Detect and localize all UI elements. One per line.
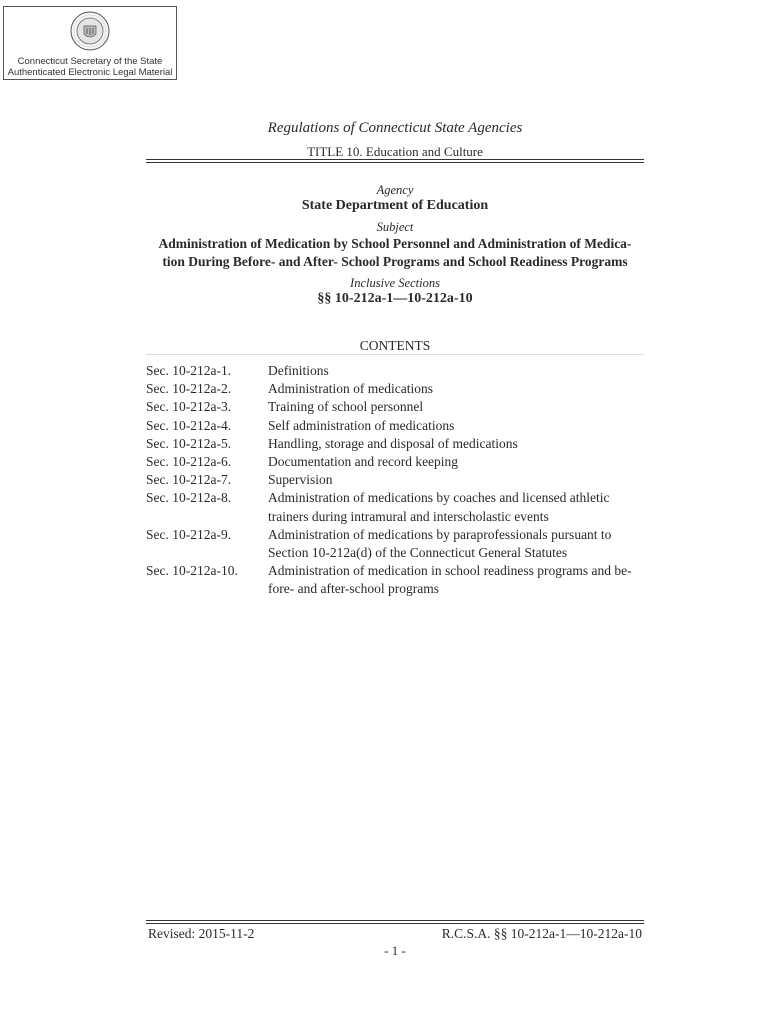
- table-of-contents: [146, 362, 646, 599]
- toc-section-number: Sec. 10-212a-9.: [146, 526, 232, 542]
- toc-section-title: Administration of medication in school readiness programs and be-: [268, 563, 632, 579]
- toc-row[interactable]: [146, 398, 646, 416]
- revised-date: Revised: 2015-11-2: [148, 926, 255, 941]
- contents-heading: CONTENTS: [359, 338, 431, 353]
- seal-line-1: Connecticut Secretary of the State: [17, 56, 163, 67]
- toc-section-title-continued: fore- and after-school programs: [268, 581, 440, 597]
- toc-row[interactable]: [146, 489, 646, 525]
- toc-section-title: Handling, storage and disposal of medications: [268, 435, 518, 451]
- toc-section-title-continued: trainers during intramural and interscholastic events: [268, 508, 549, 524]
- toc-section-title: Administration of medications by coaches and licensed athletic: [268, 490, 610, 506]
- toc-section-title: Supervision: [268, 472, 333, 488]
- document-title: Regulations of Connecticut State Agencies: [267, 120, 523, 136]
- toc-row[interactable]: [146, 362, 646, 380]
- header-rule-bottom: [146, 162, 644, 163]
- inclusive-sections-label: Inclusive Sections: [350, 276, 440, 290]
- toc-row[interactable]: [146, 453, 646, 471]
- toc-section-number: Sec. 10-212a-3.: [146, 399, 232, 415]
- toc-section-title-continued: Section 10-212a(d) of the Connecticut General Statutes: [268, 545, 568, 561]
- seal-line-2: Authenticated Electronic Legal Material: [7, 67, 173, 78]
- header-rule-top: [146, 159, 644, 160]
- toc-section-number: Sec. 10-212a-6.: [146, 454, 232, 470]
- toc-row[interactable]: [146, 417, 646, 435]
- page-number: - 1 -: [384, 943, 406, 958]
- contents-rule: [146, 354, 644, 355]
- toc-section-title: Administration of medications by paraprofessionals pursuant to: [268, 526, 612, 542]
- toc-row[interactable]: [146, 435, 646, 453]
- inclusive-sections-value: §§ 10-212a-1—10-212a-10: [317, 291, 473, 306]
- subject-line-1: Administration of Medication by School Personnel and Administration of Medica-: [158, 236, 632, 251]
- toc-section-number: Sec. 10-212a-4.: [146, 417, 232, 433]
- authentication-seal-box: [3, 6, 177, 80]
- toc-section-title: Documentation and record keeping: [268, 454, 459, 470]
- footer-rule-bottom: [146, 923, 644, 924]
- toc-row[interactable]: [146, 380, 646, 398]
- citation: R.C.S.A. §§ 10-212a-1—10-212a-10: [441, 926, 642, 941]
- toc-section-number: Sec. 10-212a-8.: [146, 490, 232, 506]
- toc-row[interactable]: [146, 562, 646, 598]
- subject-label: Subject: [376, 220, 414, 234]
- state-seal-icon: [70, 11, 110, 51]
- agency-name: State Department of Education: [301, 198, 489, 213]
- toc-row[interactable]: [146, 471, 646, 489]
- toc-section-title: Definitions: [268, 363, 329, 378]
- toc-section-number: Sec. 10-212a-7.: [146, 472, 232, 488]
- toc-section-number: Sec. 10-212a-1.: [146, 363, 232, 378]
- toc-section-title: Training of school personnel: [268, 399, 424, 415]
- subject-line-2: tion During Before- and After- School Programs and School Readiness Programs: [162, 254, 628, 269]
- toc-section-number: Sec. 10-212a-2.: [146, 381, 232, 397]
- title-subheading: TITLE 10. Education and Culture: [307, 144, 483, 159]
- toc-row[interactable]: [146, 526, 646, 562]
- toc-section-title: Administration of medications: [268, 381, 433, 397]
- toc-section-number: Sec. 10-212a-10.: [146, 563, 238, 579]
- toc-section-number: Sec. 10-212a-5.: [146, 435, 232, 451]
- agency-label: Agency: [376, 183, 414, 197]
- footer-rule-top: [146, 920, 644, 921]
- toc-section-title: Self administration of medications: [268, 417, 455, 433]
